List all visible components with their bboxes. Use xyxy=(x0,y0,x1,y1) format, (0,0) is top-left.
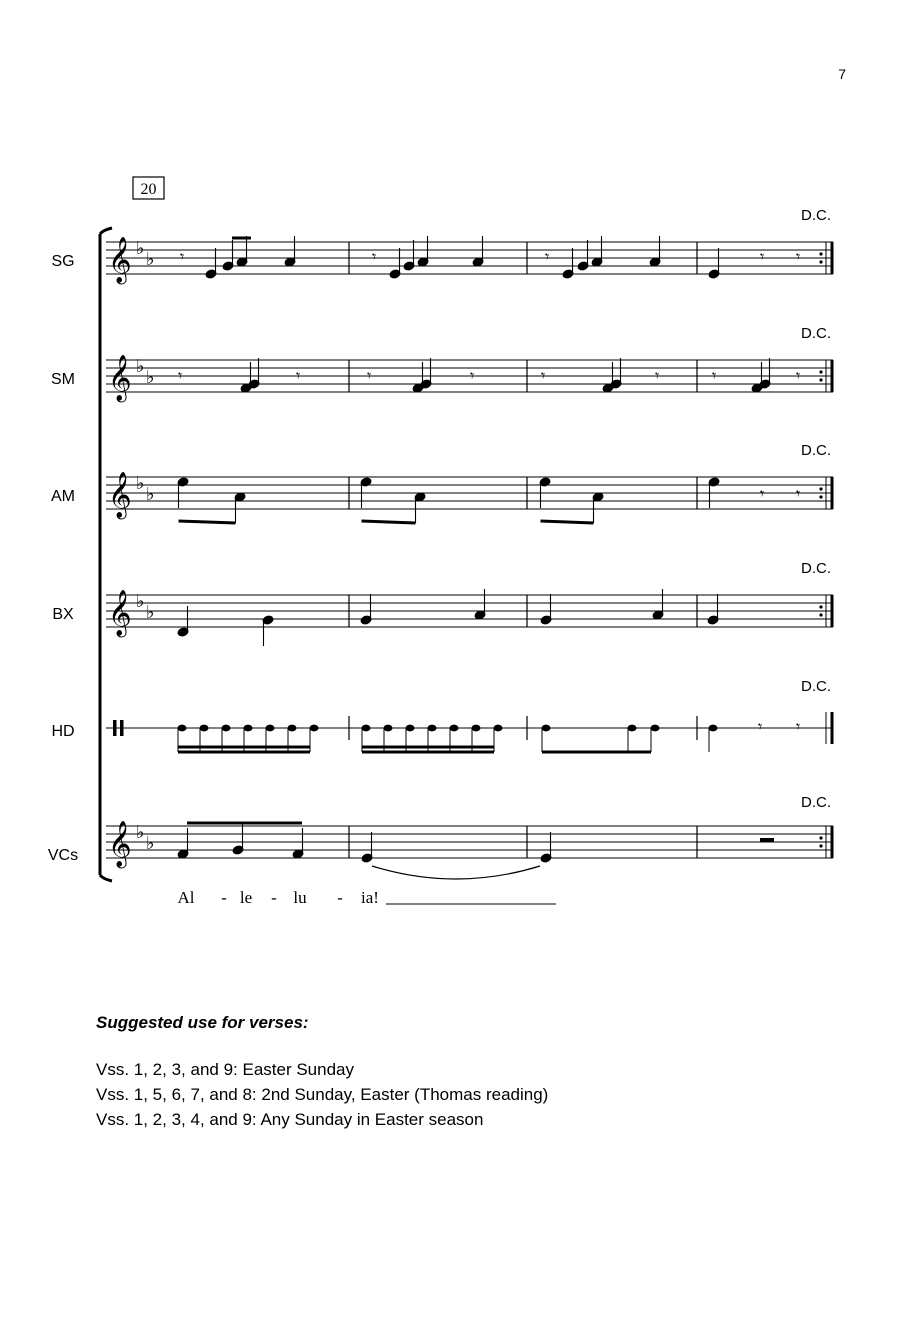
lyric-syllable: le xyxy=(239,888,253,907)
rest-icon: 𝄾 xyxy=(367,366,372,385)
repeat-dot xyxy=(819,495,822,498)
page-number: 7 xyxy=(838,66,846,82)
note-head xyxy=(288,725,297,732)
note-head xyxy=(494,725,503,732)
repeat-dot xyxy=(819,487,822,490)
beam xyxy=(541,521,594,523)
flat-icon: ♭ xyxy=(146,833,155,854)
lyric-syllable: Al xyxy=(177,888,195,907)
flat-icon: ♭ xyxy=(146,249,155,270)
part-label-sg: SG xyxy=(51,253,75,270)
treble-clef-icon: 𝄞 xyxy=(108,237,132,283)
lyrics-line xyxy=(178,888,557,907)
repeat-dot xyxy=(819,260,822,263)
lyric-syllable: ia! xyxy=(361,888,379,907)
beam xyxy=(362,521,416,523)
flat-icon: ♭ xyxy=(146,484,155,505)
part-label-sm: SM xyxy=(51,371,75,388)
svg-text:20: 20 xyxy=(140,181,157,198)
whole-rest-icon xyxy=(760,838,774,842)
repeat-dot xyxy=(819,844,822,847)
note-head xyxy=(266,725,275,732)
rest-icon: 𝄾 xyxy=(545,247,550,266)
note-head xyxy=(222,725,231,732)
flat-icon: ♭ xyxy=(136,238,145,259)
rest-icon: 𝄾 xyxy=(655,366,660,385)
verse-usage-line: Vss. 1, 2, 3, and 9: Easter Sunday xyxy=(96,1060,354,1079)
beam xyxy=(179,521,236,523)
rest-icon: 𝄾 xyxy=(470,366,475,385)
notes-heading: Suggested use for verses: xyxy=(96,1013,309,1032)
treble-clef-icon: 𝄞 xyxy=(108,821,132,867)
dc-marking: D.C. xyxy=(801,678,831,695)
part-label-am: AM xyxy=(51,488,75,505)
rest-icon: 𝄾 xyxy=(180,247,185,266)
note-head xyxy=(384,725,393,732)
lyric-hyphen: - xyxy=(221,888,227,907)
note-head xyxy=(406,725,415,732)
flat-icon: ♭ xyxy=(146,367,155,388)
flat-icon: ♭ xyxy=(136,822,145,843)
dc-marking: D.C. xyxy=(801,442,831,459)
dc-marking: D.C. xyxy=(801,325,831,342)
repeat-dot xyxy=(819,370,822,373)
rest-icon: 𝄾 xyxy=(541,366,546,385)
repeat-dot xyxy=(819,613,822,616)
rest-icon: 𝄾 xyxy=(760,247,765,266)
rest-icon: 𝄾 xyxy=(296,366,301,385)
rehearsal-mark xyxy=(133,177,164,199)
part-label-hd: HD xyxy=(51,723,75,740)
percussion-clef-icon xyxy=(120,720,124,736)
verse-usage-line: Vss. 1, 2, 3, 4, and 9: Any Sunday in Easter season xyxy=(96,1110,484,1129)
note-head xyxy=(178,725,187,732)
tie xyxy=(372,866,540,879)
part-label-vcs: VCs xyxy=(47,847,79,864)
note-head xyxy=(428,725,437,732)
dc-marking: D.C. xyxy=(801,560,831,577)
note-head xyxy=(362,725,371,732)
repeat-dot xyxy=(819,378,822,381)
note-head xyxy=(310,725,319,732)
note-head xyxy=(472,725,481,732)
lyric-hyphen: - xyxy=(337,888,343,907)
rest-icon: 𝄾 xyxy=(796,247,801,266)
rest-icon: 𝄾 xyxy=(796,717,801,736)
rest-icon: 𝄾 xyxy=(796,366,801,385)
flat-icon: ♭ xyxy=(146,602,155,623)
rest-icon: 𝄾 xyxy=(758,717,763,736)
flat-icon: ♭ xyxy=(136,591,145,612)
dc-marking: D.C. xyxy=(801,207,831,224)
treble-clef-icon: 𝄞 xyxy=(108,355,132,401)
note-head xyxy=(542,725,551,732)
verse-usage-notes xyxy=(96,1010,548,1132)
rest-icon: 𝄾 xyxy=(712,366,717,385)
rest-icon: 𝄾 xyxy=(372,247,377,266)
lyric-hyphen: - xyxy=(271,888,277,907)
note-head xyxy=(200,725,209,732)
flat-icon: ♭ xyxy=(136,473,145,494)
note-head xyxy=(709,725,718,732)
rest-icon: 𝄾 xyxy=(796,484,801,503)
note-head xyxy=(651,725,660,732)
lyric-syllable: lu xyxy=(293,888,307,907)
note-head xyxy=(244,725,253,732)
verse-usage-line: Vss. 1, 5, 6, 7, and 8: 2nd Sunday, Easter (Thomas reading) xyxy=(96,1085,549,1104)
repeat-dot xyxy=(819,605,822,608)
note-head xyxy=(628,725,637,732)
repeat-dot xyxy=(819,252,822,255)
percussion-clef-icon xyxy=(113,720,117,736)
rest-icon: 𝄾 xyxy=(178,366,183,385)
note-head xyxy=(450,725,459,732)
dc-marking: D.C. xyxy=(801,794,831,811)
part-label-bx: BX xyxy=(52,606,74,623)
rest-icon: 𝄾 xyxy=(760,484,765,503)
system-bracket xyxy=(100,228,112,881)
treble-clef-icon: 𝄞 xyxy=(108,472,132,518)
repeat-dot xyxy=(819,836,822,839)
treble-clef-icon: 𝄞 xyxy=(108,590,132,636)
flat-icon: ♭ xyxy=(136,356,145,377)
